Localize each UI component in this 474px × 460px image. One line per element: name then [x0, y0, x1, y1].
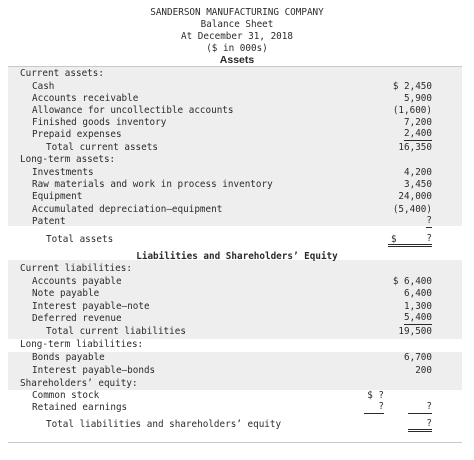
current-assets-heading: Current assets: [20, 68, 104, 79]
current-liab-heading-row [8, 262, 462, 275]
accum-dep-label: Accumulated depreciation—equipment [32, 204, 223, 215]
total-assets-label: Total assets [46, 234, 114, 245]
ar-amount: 5,900 [404, 93, 432, 104]
equipment-label: Equipment [32, 191, 83, 202]
liabilities-title: Liabilities and Shareholders’ Equity [136, 251, 338, 262]
interest-bonds-row [8, 364, 462, 377]
bonds-row [8, 351, 462, 364]
np-amount: 6,400 [404, 288, 432, 299]
retained-earnings-total: ? [408, 401, 432, 414]
np-label: Note payable [32, 288, 100, 299]
statement-units: ($ in 000s) [206, 43, 268, 54]
common-stock-label: Common stock [32, 390, 100, 401]
total-liab-equity-row [8, 418, 462, 431]
interest-bonds-amount: 200 [415, 365, 432, 376]
interest-bonds-label: Interest payable—bonds [32, 365, 156, 376]
total-current-liab-row [8, 325, 462, 338]
raw-materials-label: Raw materials and work in process inventory [32, 179, 273, 190]
fgi-amount: 7,200 [404, 117, 432, 128]
equipment-row [8, 190, 462, 203]
common-stock-amount: $ ? [367, 390, 384, 401]
statement-title: Balance Sheet [200, 19, 274, 30]
total-current-liab-amount: 19,500 [398, 326, 432, 337]
prepaid-label: Prepaid expenses [32, 129, 122, 140]
np-row [8, 287, 462, 300]
retained-earnings-label: Retained earnings [32, 402, 128, 413]
current-assets-heading-row [8, 67, 462, 80]
total-current-liab-label: Total current liabilities [46, 326, 186, 337]
interest-note-label: Interest payable—note [32, 301, 150, 312]
patent-row [8, 215, 462, 228]
longterm-liab-heading: Long-term liabilities: [20, 339, 144, 350]
investments-amount: 4,200 [404, 167, 432, 178]
deferred-revenue-amount: 5,400 [404, 312, 432, 323]
total-current-assets-amount: 16,350 [398, 142, 432, 153]
fgi-label: Finished goods inventory [32, 117, 167, 128]
total-assets-amount: ? [388, 233, 432, 247]
longterm-assets-heading: Long-term assets: [20, 154, 116, 165]
cash-label: Cash [32, 81, 55, 92]
bottom-rule [8, 442, 462, 443]
deferred-revenue-label: Deferred revenue [32, 313, 122, 324]
total-liab-equity-label: Total liabilities and shareholders’ equity [46, 419, 282, 430]
ar-label: Accounts receivable [32, 93, 139, 104]
allowance-label: Allowance for uncollectible accounts [32, 105, 234, 116]
bonds-label: Bonds payable [32, 352, 105, 363]
retained-earnings-amount: ? [364, 401, 384, 414]
patent-label: Patent [32, 216, 66, 227]
prepaid-amount: 2,400 [404, 128, 432, 139]
raw-materials-amount: 3,450 [404, 179, 432, 190]
longterm-assets-heading-row [8, 153, 462, 166]
total-liab-equity-amount: ? [408, 418, 432, 432]
retained-earnings-row [8, 401, 462, 414]
investments-label: Investments [32, 167, 94, 178]
prepaid-row [8, 128, 462, 141]
total-current-assets-label: Total current assets [46, 142, 158, 153]
bonds-amount: 6,700 [404, 352, 432, 363]
equity-heading: Shareholders’ equity: [20, 378, 138, 389]
cash-amount: $ 2,450 [392, 81, 432, 92]
assets-title: Assets [219, 54, 255, 66]
longterm-liab-heading-row [8, 338, 462, 351]
interest-note-amount: 1,300 [404, 301, 432, 312]
allowance-amount: (1,600) [392, 105, 432, 116]
company-name: SANDERSON MANUFACTURING COMPANY [150, 7, 324, 18]
deferred-revenue-row [8, 312, 462, 325]
equipment-amount: 24,000 [398, 191, 432, 202]
current-liab-heading: Current liabilities: [20, 263, 132, 274]
accum-dep-amount: (5,400) [392, 204, 432, 215]
patent-amount: ? [426, 215, 432, 226]
ap-label: Accounts payable [32, 276, 122, 287]
total-assets-row [8, 233, 462, 246]
statement-date: At December 31, 2018 [181, 31, 293, 42]
total-assets-dollar: $ [391, 234, 397, 245]
ap-amount: $ 6,400 [392, 276, 432, 287]
